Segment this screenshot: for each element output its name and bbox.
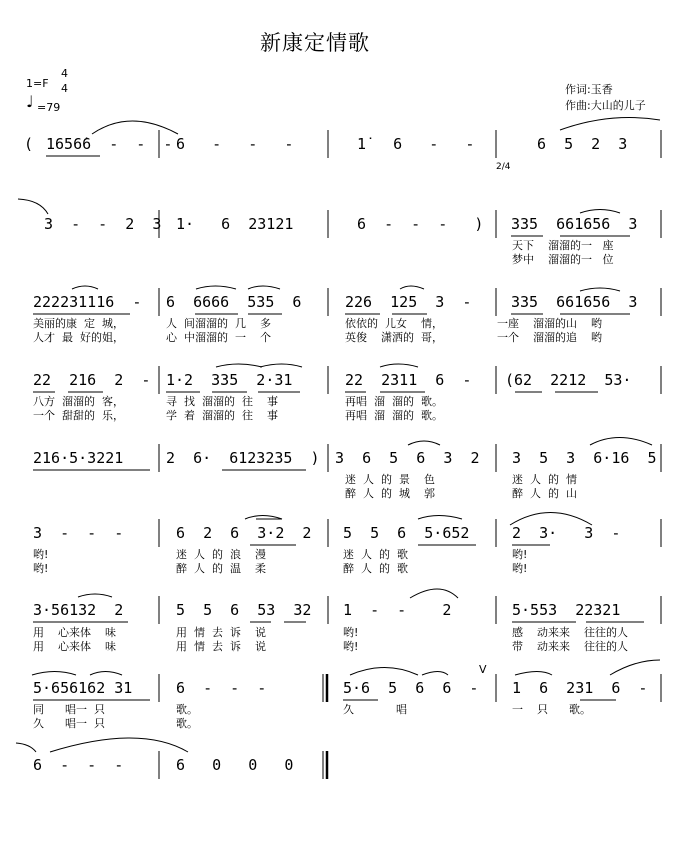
lyric-line: 歌。: [176, 703, 198, 716]
slur: [196, 286, 236, 289]
measure: 6 5 2 3: [537, 135, 628, 153]
measure: 6 - - - ): [357, 215, 484, 233]
slur: [78, 594, 112, 597]
lyric-line: 醉 人 的 城 郭: [345, 487, 435, 500]
measure: 5 5 6 5·652: [343, 524, 470, 542]
lyric-line: 迷 人 的 景 色: [345, 473, 435, 486]
slur: [50, 738, 188, 752]
measure: (: [24, 135, 34, 153]
time-change: 2/4: [496, 162, 511, 172]
lyric-line: 带 动来来 往往的人: [512, 640, 628, 653]
measure: 3 6 5 6 3 2: [335, 449, 480, 467]
measure: 1̇ 6 - -: [357, 135, 475, 153]
lyric-line: 一个 甜甜的 乐，: [33, 409, 124, 422]
slur: [32, 672, 76, 676]
measure: 6 0 0 0: [176, 756, 294, 774]
slur: [590, 438, 652, 446]
lyric-line: 哟!: [33, 562, 49, 575]
breath-mark: V: [479, 663, 487, 676]
measure: 3 - - -: [33, 524, 124, 542]
lyricist: 作词:玉香: [565, 83, 613, 96]
lyric-line: 歌。: [176, 717, 198, 730]
lyric-line: 八方 溜溜的 客，: [33, 395, 124, 408]
quarter-note-icon: ♩: [26, 92, 34, 111]
lyric-line: 天下 溜溜的一 座: [512, 239, 614, 252]
measure: 1 6 231 6 -: [512, 679, 648, 697]
key-signature: 1=F: [26, 77, 49, 90]
lyric-line: 久 唱一 只: [33, 717, 105, 730]
lyric-line: 迷 人 的 歌: [343, 548, 408, 561]
measure: 226 125 3 -: [345, 293, 472, 311]
measure: 2 6· 6123235 ): [166, 449, 320, 467]
lyric-line: 哟!: [512, 562, 528, 575]
lyric-line: 久 唱: [343, 703, 407, 716]
lyric-line: 醉 人 的 温 柔: [176, 562, 266, 575]
measure: 335 661656 3: [511, 293, 638, 311]
lyric-line: 哟!: [512, 548, 528, 561]
slur: [92, 121, 178, 134]
lyric-line: 一座 溜溜的山 哟: [497, 317, 602, 330]
measure: 6 - - -: [176, 135, 294, 153]
lyric-line: 再唱 溜 溜的 歌。: [345, 409, 443, 422]
composer: 作曲:大山的儿子: [565, 99, 646, 112]
lyric-line: 同 唱一 只: [33, 703, 105, 716]
measure: 3 - - 2 3: [44, 215, 162, 233]
measure: 1· 6 23121: [176, 215, 294, 233]
measure: 216·5·3221: [33, 449, 124, 467]
slur: [580, 210, 620, 214]
lyric-line: 再唱 溜 溜的 歌。: [345, 395, 443, 408]
lyric-line: 用 心来体 味: [33, 626, 116, 639]
lyric-line: 用 情 去 诉 说: [176, 626, 266, 639]
slur: [245, 516, 282, 520]
measure: 3·56132 2: [33, 601, 124, 619]
slur: [16, 743, 36, 752]
slur: [610, 660, 660, 675]
lyric-line: 用 心来体 味: [33, 640, 116, 653]
lyric-line: 寻 找 溜溜的 往 事: [166, 395, 278, 408]
time-signature-top: 4: [61, 67, 68, 80]
measure: 1·2 335 2·31: [166, 371, 293, 389]
measure: 22 2311 6 -: [345, 371, 472, 389]
measure: 6 - - -: [33, 756, 124, 774]
lyric-line: 一个 溜溜的追 哟: [497, 331, 602, 344]
measure: 335 661656 3: [511, 215, 638, 233]
measure: 2 3· 3 -: [512, 524, 621, 542]
measure: 6 2 6 3·2 2: [176, 524, 312, 542]
slur: [418, 516, 462, 520]
lyric-line: 人 间溜溜的 几 多: [166, 317, 271, 330]
slur: [90, 672, 122, 676]
slur: [350, 668, 418, 676]
lyric-line: 醉 人 的 歌: [343, 562, 408, 575]
slur: [260, 364, 302, 367]
lyric-line: 梦中 溜溜的一 位: [512, 253, 614, 266]
slur: [408, 441, 440, 445]
slur: [18, 199, 48, 214]
measure: 22 216 2 -: [33, 371, 151, 389]
lyric-line: 用 情 去 诉 说: [176, 640, 266, 653]
tempo: =79: [37, 101, 61, 114]
slur: [515, 672, 552, 676]
lyric-line: 哟!: [343, 640, 359, 653]
slur: [216, 364, 262, 367]
measure: 6 6666 535 6: [166, 293, 302, 311]
measure: 222231116 -: [33, 293, 142, 311]
measure: (62 2212 53·: [505, 371, 632, 389]
lyric-line: 人才 最 好的姐，: [33, 331, 124, 344]
measure: 5·6 5 6 6 -: [343, 679, 479, 697]
measure: 6 - - -: [176, 679, 267, 697]
slur: [580, 288, 620, 291]
lyric-line: 学 着 溜溜的 往 事: [166, 409, 278, 422]
lyric-line: 迷 人 的 情: [512, 473, 577, 486]
lyric-line: 依依的 儿女 情，: [345, 317, 443, 330]
lyric-line: 感 动来来 往往的人: [512, 626, 628, 639]
lyric-line: 醉 人 的 山: [512, 487, 577, 500]
measure: 5·553 22321: [512, 601, 621, 619]
slur: [72, 286, 98, 289]
lyric-line: 心 中溜溜的 一 个: [166, 331, 271, 344]
lyric-line: 迷 人 的 浪 漫: [176, 548, 266, 561]
slur: [422, 672, 448, 676]
slur: [400, 286, 424, 289]
lyric-line: 英俊 潇洒的 哥，: [345, 331, 443, 344]
slur: [248, 286, 280, 289]
time-signature-bottom: 4: [61, 82, 68, 95]
slur: [380, 364, 418, 367]
slur: [560, 118, 660, 130]
lyric-line: 一 只 歌。: [512, 703, 591, 716]
measure: 5 5 6 53 32: [176, 601, 312, 619]
measure: 3 5 3 6·16 5: [512, 449, 657, 467]
measure: 1656̇6 - - -: [46, 135, 173, 153]
measure: 1 - - 2: [343, 601, 452, 619]
measure: 5·656162 31: [33, 679, 133, 697]
lyric-line: 哟!: [33, 548, 49, 561]
lyric-line: 哟!: [343, 626, 359, 639]
song-title: 新康定情歌: [260, 31, 370, 55]
lyric-line: 美丽的康 定 城，: [33, 317, 124, 330]
slur: [410, 589, 458, 598]
